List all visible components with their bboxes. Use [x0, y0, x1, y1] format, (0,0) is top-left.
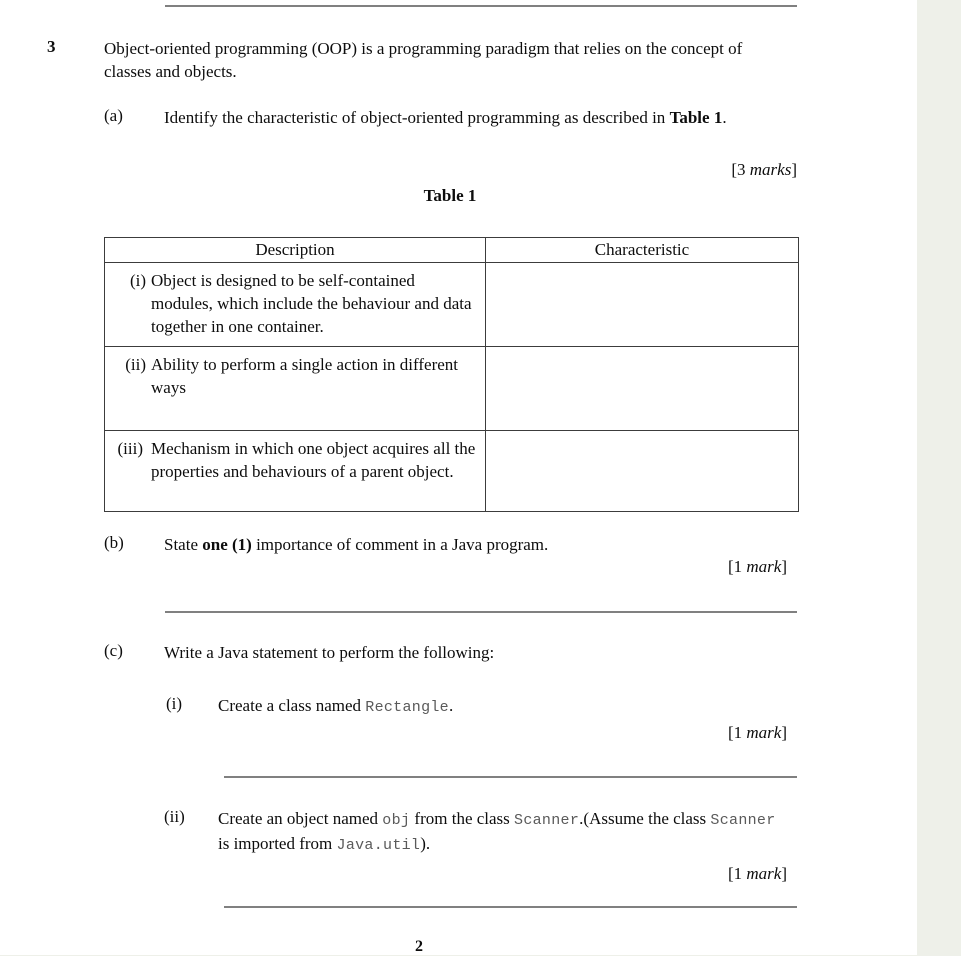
marks-bracket-open: [ — [727, 864, 734, 883]
table-cell-description — [105, 263, 486, 347]
table-row-description: Object is designed to be self-contained modules, which include the behaviour and data together in one container. — [151, 271, 472, 336]
code-package-name: Java.util — [336, 837, 421, 854]
table-row-numeral: (ii) — [125, 355, 146, 374]
table-cell-characteristic-answer[interactable] — [486, 263, 799, 347]
marks-word: mark — [746, 723, 782, 742]
table-cell-description — [105, 431, 486, 512]
part-c-item-ii-answer-line[interactable] — [224, 906, 797, 908]
marks-bracket-close: ] — [781, 557, 787, 576]
characteristics-table — [104, 237, 799, 512]
code-class-name: Rectangle — [365, 699, 449, 716]
part-c-item-i-marks — [600, 723, 787, 743]
marks-count: 3 — [737, 160, 750, 179]
table-cell-description — [105, 347, 486, 431]
part-b-answer-line[interactable] — [165, 611, 797, 613]
item-ii-seg1: Create an object named — [218, 809, 383, 828]
marks-bracket-close: ] — [781, 864, 787, 883]
marks-bracket-open: [ — [727, 557, 734, 576]
item-i-text-after: . — [448, 696, 454, 715]
part-b-marks — [600, 557, 787, 577]
marks-bracket-close: ] — [791, 160, 797, 179]
marks-count: 1 — [733, 864, 747, 883]
marks-word: mark — [746, 557, 782, 576]
part-c-item-ii-text — [218, 807, 784, 857]
part-a-table-ref: Table 1 — [669, 108, 723, 127]
part-c-label: (c) — [104, 641, 123, 660]
table-row-description: Ability to perform a single action in different ways — [151, 355, 459, 397]
part-c-item-i-answer-line[interactable] — [224, 776, 797, 778]
marks-count: 1 — [733, 557, 747, 576]
question-stem: Object-oriented programming (OOP) is a programming paradigm that relies on the concept of classes and objects. — [104, 39, 743, 81]
code-scanner-class: Scanner — [514, 812, 580, 829]
part-b-emphasis: one (1) — [202, 535, 252, 554]
table-cell-characteristic-answer[interactable] — [486, 431, 799, 512]
part-a-label: (a) — [104, 106, 123, 125]
table-header-description: Description — [105, 238, 486, 263]
question-number: 3 — [47, 37, 56, 56]
marks-count: 1 — [733, 723, 747, 742]
table-row-description: Mechanism in which one object acquires all the properties and behaviours of a parent object. — [151, 439, 476, 481]
item-ii-seg2: from the class — [410, 809, 515, 828]
marks-word: mark — [746, 864, 782, 883]
part-c-item-i-label: (i) — [166, 694, 183, 713]
table-header-row — [105, 238, 799, 263]
part-a-marks — [600, 160, 797, 180]
part-b-text-before: State — [164, 535, 203, 554]
table-caption: Table 1 — [423, 186, 477, 205]
table-row — [105, 263, 799, 347]
part-c-item-ii-marks — [600, 864, 787, 884]
item-ii-seg4: is imported from — [218, 834, 337, 853]
table-row — [105, 431, 799, 512]
part-c-item-i-text — [218, 694, 784, 719]
table-row-numeral: (i) — [129, 271, 146, 290]
part-c-text: Write a Java statement to perform the following: — [164, 643, 495, 662]
table-header-characteristic: Characteristic — [486, 238, 799, 263]
item-ii-seg5: ). — [420, 834, 431, 853]
part-b-text — [164, 533, 784, 556]
code-scanner-class-2: Scanner — [710, 812, 776, 829]
table-row — [105, 347, 799, 431]
marks-bracket-open: [ — [727, 723, 734, 742]
code-object-name: obj — [382, 812, 411, 829]
item-i-text-before: Create a class named — [218, 696, 366, 715]
part-b-label: (b) — [104, 533, 124, 552]
header-rule — [165, 5, 797, 7]
table-row-numeral: (iii) — [117, 439, 143, 458]
marks-word: marks — [749, 160, 792, 179]
part-a-text-before: Identify the characteristic of object-oriented programming as described in — [164, 108, 670, 127]
marks-bracket-open: [ — [731, 160, 738, 179]
part-b-text-after: importance of comment in a Java program. — [251, 535, 549, 554]
part-c-item-ii-label: (ii) — [164, 807, 185, 826]
part-a-text — [164, 106, 776, 129]
page-margin-band — [917, 0, 961, 955]
item-ii-seg3: .(Assume the class — [579, 809, 711, 828]
marks-bracket-close: ] — [781, 723, 787, 742]
page-number: 2 — [415, 938, 423, 955]
table-cell-characteristic-answer[interactable] — [486, 347, 799, 431]
part-a-text-after: . — [722, 108, 727, 127]
